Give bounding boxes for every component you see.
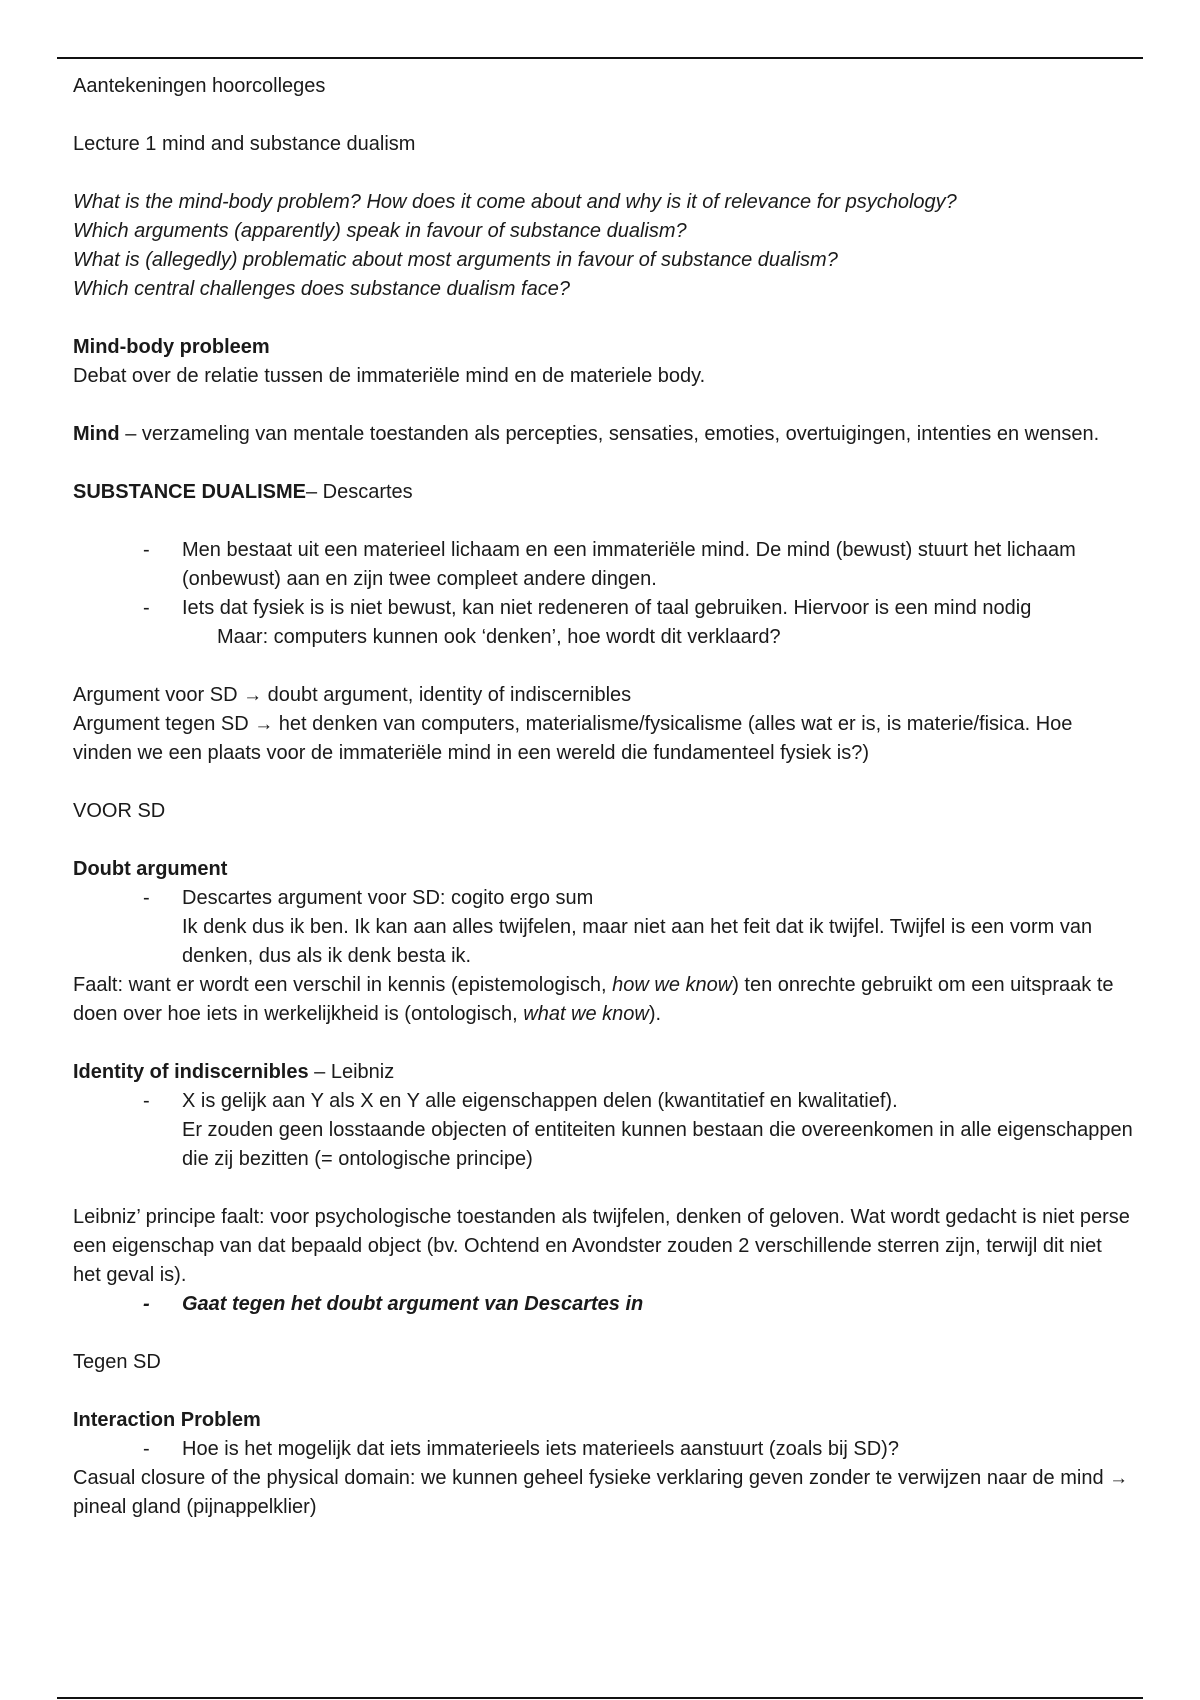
identity-continuation: Er zouden geen losstaande objecten of entiteiten kunnen bestaan die overeenkomen in alle eigenschappen die zij bezitten (= ontologische principe) (182, 1119, 1133, 1170)
faalt-text: ). (648, 1003, 662, 1025)
mind-body-text: Debat over de relatie tussen de immateriële mind en de materiele body. (73, 365, 706, 387)
arrow-icon: → (254, 714, 274, 735)
argument-against-sd (73, 710, 1133, 768)
leibniz-faalt: Leibniz’ principe faalt: voor psychologische toestanden als twijfelen, denken of geloven. Wat wordt gedacht is niet perse een eigenschap van dat bepaald object (bv. Ochtend en Avondster zouden 2 verschillende sterren zijn, terwijl dit niet het geval is). (73, 1206, 1130, 1286)
document-title: Aantekeningen hoorcolleges (73, 75, 326, 97)
argument-against-text: het denken van computers, materialisme/fysicalisme (alles wat er is, is materie/fisica. Hoe vinden we een plaats voor de immateriële mind in een wereld die fundamenteel fysiek is?) (73, 713, 1073, 764)
identity-heading (73, 1058, 1133, 1087)
voor-sd-label: VOOR SD (73, 800, 166, 822)
doubt-faalt (73, 971, 1133, 1029)
faalt-text: Faalt: want er wordt een verschil in kennis (epistemologisch, (73, 974, 613, 996)
faalt-emphasis: what we know (523, 1003, 649, 1025)
doubt-argument-heading: Doubt argument (73, 858, 228, 880)
mind-term: Mind (73, 423, 120, 445)
sd-subnote: Maar: computers kunnen ook ‘denken’, hoe wordt dit verklaard? (217, 626, 781, 648)
casual-closure (73, 1464, 1133, 1522)
identity-term: Identity of indiscernibles (73, 1061, 309, 1083)
sd-heading-term: SUBSTANCE DUALISME (73, 481, 306, 503)
list-item-text: Iets dat fysiek is is niet bewust, kan niet redeneren of taal gebruiken. Hiervoor is een mind nodig (182, 597, 1032, 619)
tegen-sd-label: Tegen SD (73, 1351, 161, 1373)
argument-for-label: Argument voor SD (73, 684, 244, 706)
faalt-emphasis: how we know (612, 974, 733, 996)
mind-definition (73, 420, 1133, 449)
argument-for-text: doubt argument, identity of indiscernibles (262, 684, 632, 706)
lecture-title: Lecture 1 mind and substance dualism (73, 133, 416, 155)
list-dash: - (143, 1293, 150, 1315)
list-item-text: Gaat tegen het doubt argument van Descartes in (182, 1293, 644, 1315)
list-dash: - (143, 597, 150, 619)
questions-block (73, 188, 1133, 304)
bottom-rule (57, 1697, 1143, 1699)
substance-dualism-heading (73, 478, 1133, 507)
question-item: What is the mind-body problem? How does it come about and why is it of relevance for psychology? (73, 191, 957, 213)
list-item (73, 1435, 1133, 1464)
question-item: Which central challenges does substance dualism face? (73, 278, 570, 300)
list-item (73, 594, 1133, 623)
list-item-text: Men bestaat uit een materieel lichaam en een immateriële mind. De mind (bewust) stuurt het lichaam (onbewust) aan en zijn twee compleet andere dingen. (182, 539, 1076, 590)
list-item (73, 1087, 1133, 1116)
list-dash: - (143, 1090, 150, 1112)
list-item-text: Descartes argument voor SD: cogito ergo sum (182, 887, 594, 909)
top-rule (57, 57, 1143, 59)
list-dash: - (143, 539, 150, 561)
list-item-text: Hoe is het mogelijk dat iets immaterieels iets materieels aanstuurt (zoals bij SD)? (182, 1438, 899, 1460)
list-item (73, 884, 1133, 913)
argument-against-label: Argument tegen SD (73, 713, 255, 735)
list-item (73, 1290, 1133, 1319)
mind-body-heading: Mind-body probleem (73, 336, 270, 358)
list-dash: - (143, 1438, 150, 1460)
doubt-continuation: Ik denk dus ik ben. Ik kan aan alles twijfelen, maar niet aan het feit dat ik twijfel. Twijfel is een vorm van denken, dus als ik denk besta ik. (182, 916, 1093, 967)
sd-heading-rest: – Descartes (305, 481, 413, 503)
document-page (73, 72, 1133, 1522)
list-item-text: X is gelijk aan Y als X en Y alle eigenschappen delen (kwantitatief en kwalitatief). (182, 1090, 898, 1112)
mind-definition-text: – verzameling van mentale toestanden als percepties, sensaties, emoties, overtuigingen, intenties en wensen. (119, 423, 1100, 445)
question-item: Which arguments (apparently) speak in favour of substance dualism? (73, 220, 687, 242)
list-dash: - (143, 887, 150, 909)
argument-for-sd (73, 681, 1133, 710)
list-item (73, 536, 1133, 594)
arrow-icon: → (1109, 1468, 1129, 1489)
interaction-problem-heading: Interaction Problem (73, 1409, 261, 1431)
identity-rest: – Leibniz (308, 1061, 395, 1083)
casual-closure-end: pineal gland (pijnappelklier) (73, 1496, 317, 1518)
question-item: What is (allegedly) problematic about most arguments in favour of substance dualism? (73, 249, 838, 271)
faalt-text: ) ten onrechte gebruikt om een uitspraak te doen over hoe iets in werkelijkheid is (ontologisch, (73, 974, 1114, 1025)
arrow-icon: → (243, 685, 263, 706)
casual-closure-text: Casual closure of the physical domain: we kunnen geheel fysieke verklaring geven zonder te verwijzen naar de mind (73, 1467, 1110, 1489)
